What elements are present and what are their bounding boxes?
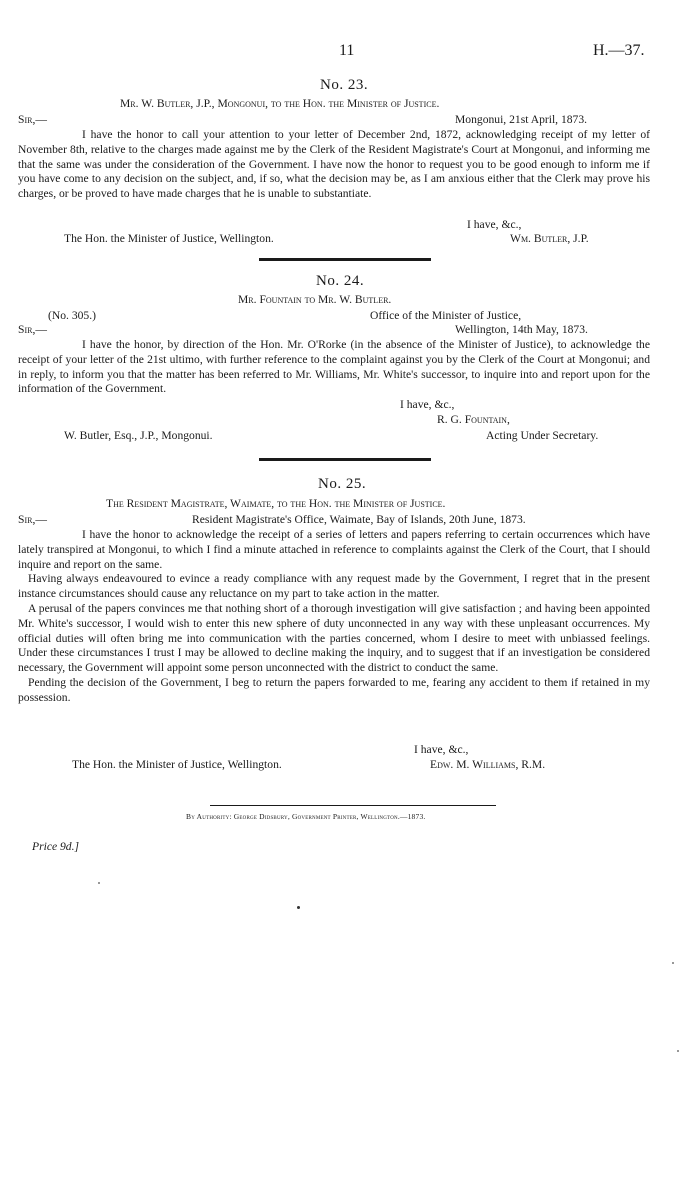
letter-24-paragraph: I have the honor, by direction of the Hon. Mr. O'Rorke (in the absence of the Minister of Justice), to acknowledge the receipt of your letter of the 21st ultimo, with further reference to the complaint against you by the Clerk of the Court at Mongonui; and in reply, to inform you that the matter has been referred to Mr. Williams, Mr. White's successor, to inquire into and report upon for the information of the Government.: [18, 338, 650, 396]
scan-speck: [297, 906, 300, 909]
letter-25-signature: Edw. M. Williams, R.M.: [430, 758, 546, 771]
letter-24-reference-number: (No. 305.): [48, 309, 96, 322]
letter-24-title: No. 24.: [316, 273, 365, 289]
letter-25-paragraph-2: Having always endeavoured to evince a ready compliance with any request made by the Government, I regret that in the present instance circumstances should cause any reluctance on my part to take action in the matter.: [18, 572, 650, 601]
scan-speck: [677, 1050, 679, 1052]
page-number: 11: [339, 42, 355, 59]
letter-23-heading: Mr. W. Butler, J.P., Mongonui, to the Hon. the Minister of Justice.: [120, 97, 440, 110]
letter-23-place-date: Mongonui, 21st April, 1873.: [455, 113, 588, 126]
letter-23-signature: Wm. Butler, J.P.: [510, 232, 589, 245]
letter-24-place-date: Wellington, 14th May, 1873.: [455, 323, 588, 336]
section-divider: [259, 258, 431, 261]
price-label: Price 9d.]: [32, 840, 80, 853]
letter-24-signature: R. G. Fountain,: [437, 413, 510, 426]
letter-25-closing: I have, &c.,: [414, 743, 469, 756]
letter-23-title: No. 23.: [320, 77, 369, 93]
letter-24-body: [18, 338, 650, 397]
letter-24-addressee: W. Butler, Esq., J.P., Mongonui.: [64, 429, 213, 442]
letter-23-salutation: Sir,—: [18, 113, 47, 126]
letter-25-salutation: Sir,—: [18, 513, 47, 526]
letter-25-addressee: The Hon. the Minister of Justice, Wellington.: [72, 758, 282, 771]
scan-speck: [98, 882, 100, 884]
letter-25-paragraph-3: A perusal of the papers convinces me that nothing short of a thorough investigation will give satisfaction ; and having been appointed Mr. White's successor, I would wish to enter this new sphere of duty unconnected in any way with these unpleasant occurrences. My official duties will often bring me into communication with the parties concerned, whom I desire to meet with unbiassed feelings. Under these circumstances I trust I may be allowed to decline making the inquiry, and to suggest that if an investigation be considered necessary, the Government will appoint some person unconnected with the district to conduct the same.: [18, 601, 650, 675]
letter-23-body: [18, 128, 650, 202]
letter-23-paragraph: I have the honor to call your attention to your letter of December 2nd, 1872, acknowledging receipt of my letter of November 8th, relative to the charges made against me by the Clerk of the Resident Magistrate's Court at Mongonui, and informing me that the same was under the consideration of the Government. I have now the honor to request you to be good enough to inform me if you have come to any decision on the subject, and, if so, what the decision may be, as I am anxious either that the Clerk may prove his charges, or be proved to have made charges that he is unable to substantiate.: [18, 128, 650, 201]
scan-speck: [672, 962, 674, 964]
letter-25-heading: The Resident Magistrate, Waimate, to the Hon. the Minister of Justice.: [106, 497, 446, 510]
letter-24-heading: Mr. Fountain to Mr. W. Butler.: [238, 293, 392, 306]
letter-23-addressee: The Hon. the Minister of Justice, Wellington.: [64, 232, 274, 245]
letter-25-paragraph-1: I have the honor to acknowledge the receipt of a series of letters and papers referring to certain occurrences which have lately transpired at Mongonui, to which I find a minute attached in reference to complaints against the Clerk of the Court, that I should inquire and report on the same.: [18, 528, 650, 571]
page-reference: H.—37.: [593, 42, 645, 59]
letter-25-place-date: Resident Magistrate's Office, Waimate, Bay of Islands, 20th June, 1873.: [192, 513, 526, 526]
letter-24-signature-title: Acting Under Secretary.: [486, 429, 599, 442]
letter-24-closing: I have, &c.,: [400, 398, 455, 411]
footer-rule: [210, 805, 496, 806]
letter-25-title: No. 25.: [318, 476, 367, 492]
printer-imprint: By Authority: George Didsbury, Government Printer, Wellington.—1873.: [186, 812, 426, 821]
letter-25-body: [18, 528, 650, 706]
letter-24-salutation: Sir,—: [18, 323, 47, 336]
letter-23-closing: I have, &c.,: [467, 218, 522, 231]
section-divider: [259, 458, 431, 461]
letter-25-paragraph-4: Pending the decision of the Government, I beg to return the papers forwarded to me, fearing any accident to them if retained in my possession.: [18, 675, 650, 704]
letter-24-office: Office of the Minister of Justice,: [370, 309, 522, 322]
